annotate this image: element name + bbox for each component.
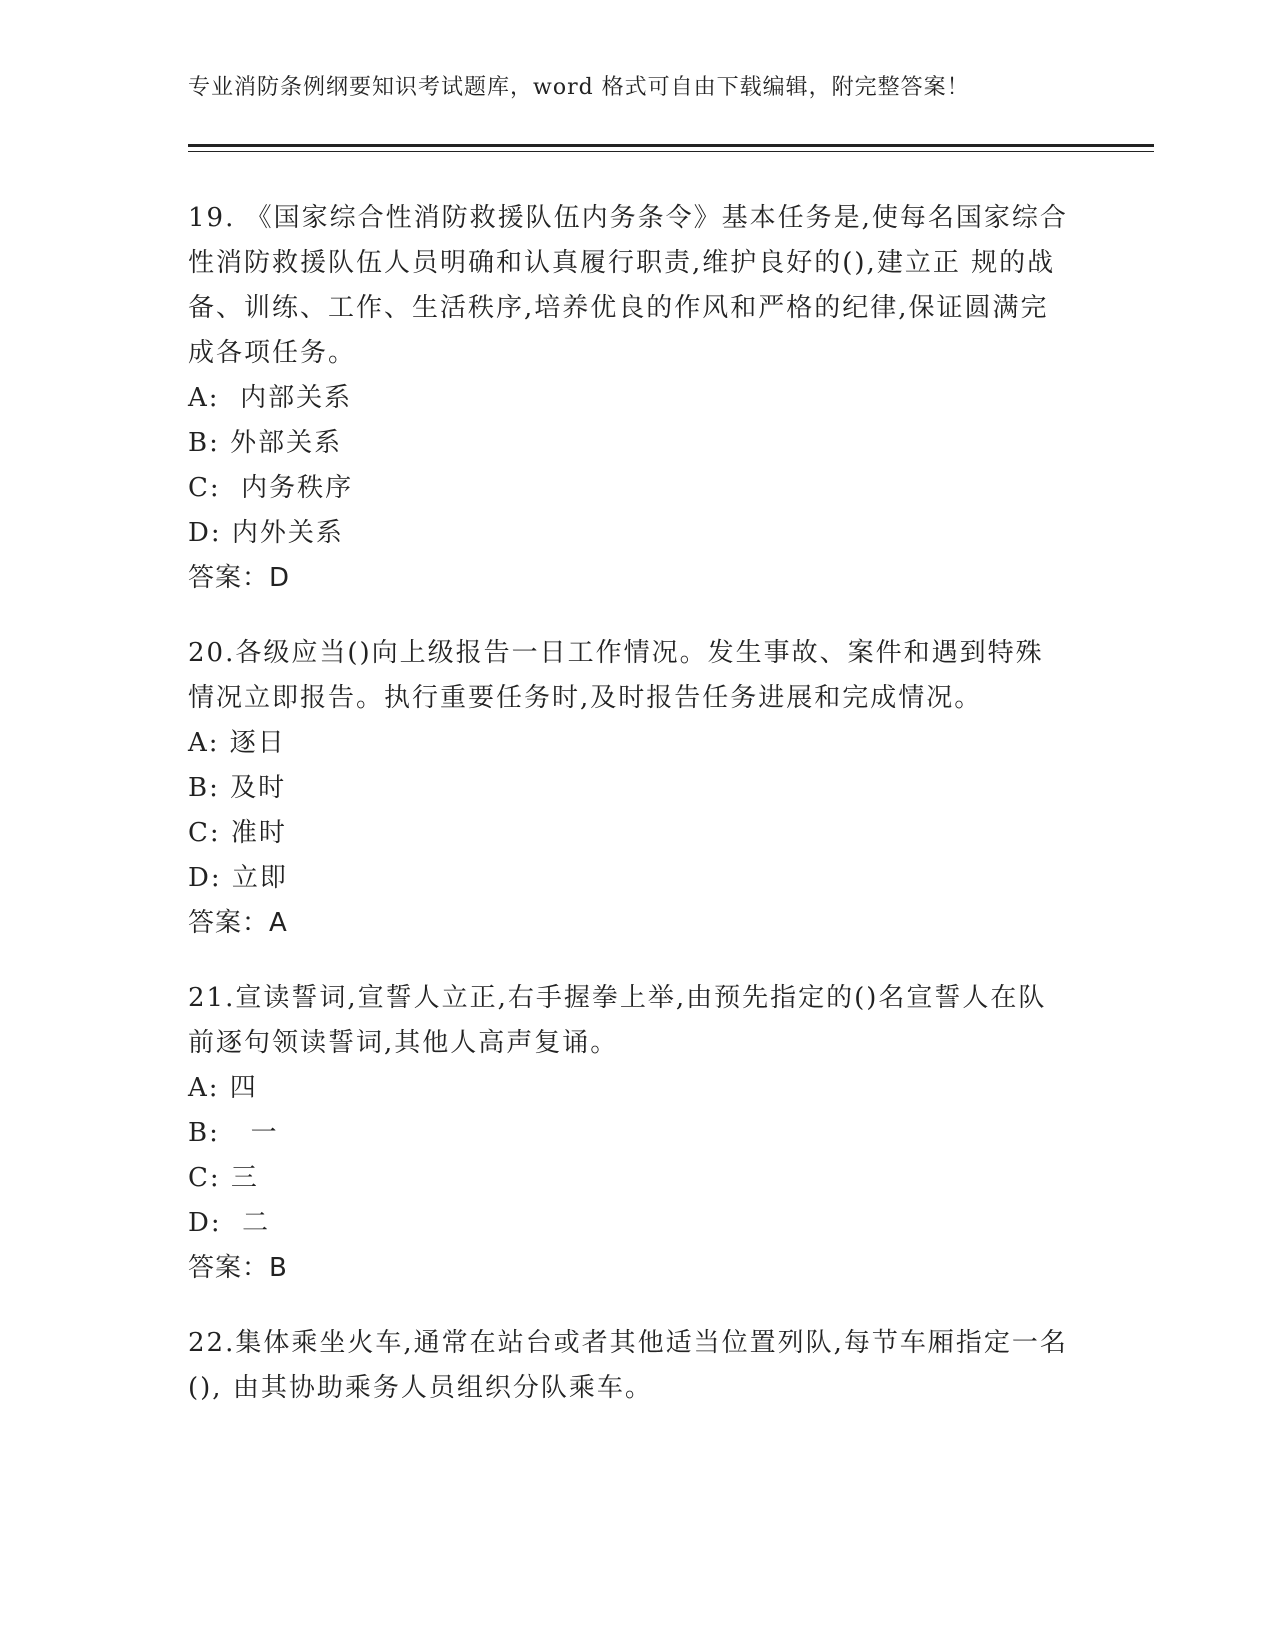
option-a: A: 逐日: [188, 728, 286, 758]
answer-line: 答案：D: [188, 563, 291, 593]
option-c: C: 准时: [188, 818, 287, 848]
question-19: [188, 196, 1068, 601]
question-22: [188, 1321, 1068, 1411]
answer-line: 答案：A: [188, 908, 288, 938]
option-b: B: 外部关系: [188, 428, 343, 458]
header-divider-thin: [188, 151, 1154, 152]
option-b: B: 一: [188, 1118, 279, 1148]
question-stem: 19. 《国家综合性消防救援队伍内务条令》基本任务是,使每名国家综合性消防救援队伍人员明确和认真履行职责,维护良好的(),建立正 规的战备、训练、工作、生活秩序,培养优良的作风和严格的纪律,保证圆满完成各项任务。: [188, 203, 1068, 368]
answer-line: 答案：B: [188, 1253, 288, 1283]
question-stem: 21.宣读誓词,宣誓人立正,右手握拳上举,由预先指定的()名宣誓人在队前逐句领读誓词,其他人高声复诵。: [188, 983, 1047, 1058]
question-list: [188, 196, 1068, 1441]
question-21: [188, 976, 1068, 1291]
option-d: D: 二: [188, 1208, 271, 1238]
option-d: D: 立即: [188, 863, 288, 893]
option-d: D: 内外关系: [188, 518, 344, 548]
page-header: 专业消防条例纲要知识考试题库，word 格式可自由下载编辑，附完整答案！: [188, 75, 970, 100]
question-stem: 22.集体乘坐火车,通常在站台或者其他适当位置列队,每节车厢指定一名(), 由其协助乘务人员组织分队乘车。: [188, 1328, 1068, 1403]
option-c: C: 三: [188, 1163, 259, 1193]
option-a: A: 四: [188, 1073, 258, 1103]
header-divider-thick: [188, 144, 1154, 147]
question-20: [188, 631, 1068, 946]
option-b: B: 及时: [188, 773, 287, 803]
option-c: C: 内务秩序: [188, 473, 354, 503]
question-stem: 20.各级应当()向上级报告一日工作情况。发生事故、案件和遇到特殊情况立即报告。执行重要任务时,及时报告任务进展和完成情况。: [188, 638, 1044, 713]
option-a: A: 内部关系: [188, 383, 353, 413]
